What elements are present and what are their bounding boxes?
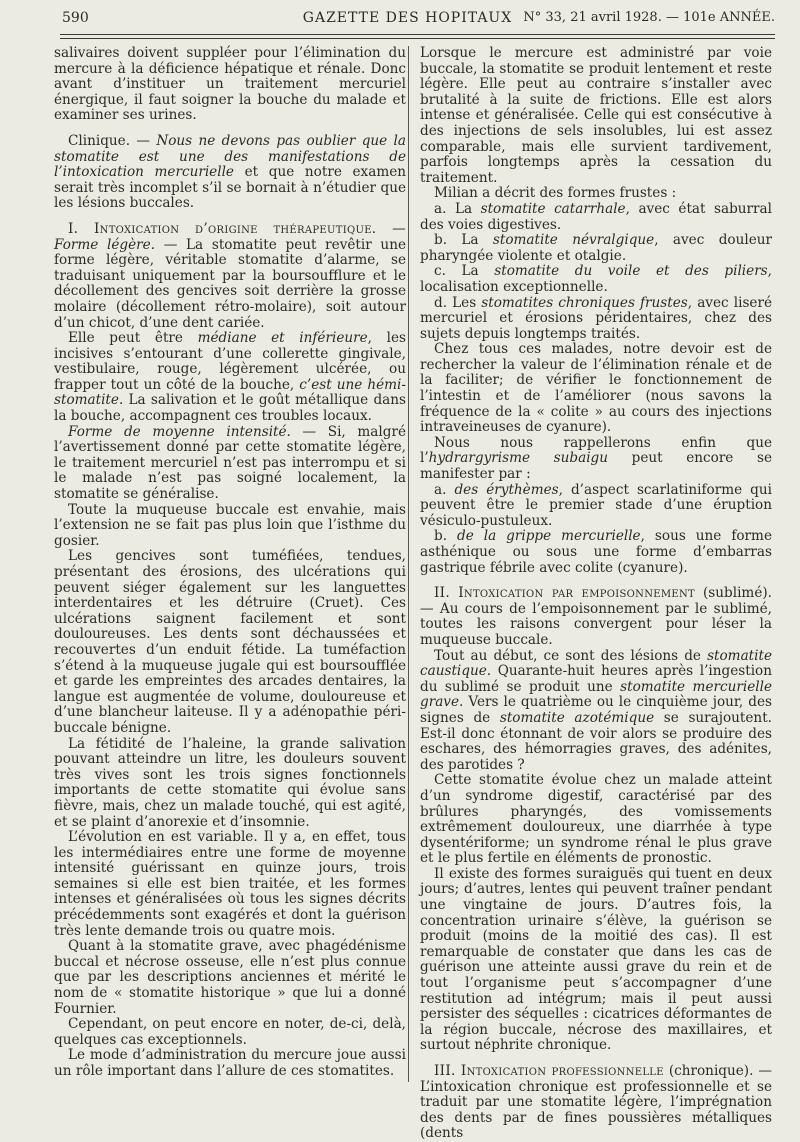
paragraph-section-2: II. Intoxication par empoisonnement (sublimé). — Au cours de l’empoisonnement par le sublimé, toutes les raisons convergent pour léser la muqueuse buccale. [420,585,772,648]
emphasis: stomatite azotémique [499,709,655,726]
issue-info: N° 33, 21 avril 1928. — 101e ANNÉE. [523,10,775,25]
paragraph: Chez tous ces malades, notre devoir est de rechercher la valeur de l’élimination rénale et de la faciliter; de vérifier le fonctionnement de l’intestin et de l’améliorer (nous savons la fréquence de la « colite » au cours des injections intraveineuses de cyanure). [420,341,772,436]
paragraph-section-1: I. Intoxication d’origine thérapeutique. — Forme légère. — La stomatite peut revêtir une forme légère, véritable stomatite d’alarme, se traduisant uniquement par la boursoufflure et le décollement des gencives soit derrière la grosse molaire (décollement rétro-molaire), soit autour d’un chicot, d’une dent cariée. [54,220,406,331]
paragraph: Milian a décrit des formes frustes : [434,185,677,202]
paragraph: Le mode d’administration du mercure joue aussi un rôle important dans l’allure de ces stomatites. [54,1047,406,1079]
paragraph: Quant à la stomatite grave, avec phagédénisme buccal et nécrose osseuse, elle n’est plus connue que par les descriptions anciennes et mérité le nom de « stomatite historique » que lui a donné Fournier. [54,938,406,1017]
paragraph: Toute la muqueuse buccale est envahie, mais l’extension ne se fait pas plus loin que l’isthme du gosier. [54,501,406,549]
list-item: d. Les stomatites chroniques frustes, avec liseré mercuriel et érosions péridentaires, chez des sujets depuis longtemps traités. [420,294,773,342]
list-item: b. La stomatite névralgique, avec douleur pharyngée violente et otalgie. [420,232,772,264]
paragraph: Cependant, on peut encore en noter, de-ci, delà, quelques cas exceptionnels. [54,1016,406,1048]
paragraph: Il existe des formes suraiguës qui tuent en deux jours; d’autres, lentes qui peuvent traîner pendant une vingtaine de jours. D’autres fois, la concentration urinaire s’élève, la guérison se produit (moins de la moitié des cas). Il est remarquable de constater que dans les cas de guérison une atteinte aussi grave du rein et de tout l’organisme peut s’accompagner d’une restitution ad intégrum; mais il peut aussi persister des séquelles : cicatrices déformantes de la région buccale, nécrose des maxillaires, et surtout néphrite chronique. [420,865,772,1054]
list-item: b. de la grippe mercurielle, sous une forme asthénique ou sous une forme d’embarras gastrique fébrile avec colite (cyanure). [420,528,772,576]
paragraph: Nous nous rappellerons enfin que l’hydrargyrisme subaigu peut encore se manifester par : [420,434,772,483]
page-number: 590 [62,10,89,26]
emphasis: stomatite du voile et des piliers [494,263,768,280]
paragraph: Les gencives sont tuméfiées, tendues, présentant des érosions, des ulcérations qui peuvent siéger également sur les languettes interdentaires et les détruire (Cruet). Ces ulcérations saignent facilement et sont douloureuses. Les dents sont déchaussées et recouvertes d’un enduit fétide. La tuméfaction s’étend à la muqueuse jugale qui est boursoufflée et garde les empreintes des arcades dentaires, la langue est augmentée de volume, douloureuse et d’une blancheur laiteuse. Il y a adénopathie péri-buccale bénigne. [54,548,406,736]
emphasis: hydrargyrisme subaigu [428,450,609,467]
emphasis: c’est une hémi-stomatite [54,376,406,409]
list-item: a. La stomatite catarrhale, avec état saburral des voies digestives. [420,200,772,233]
emphasis: stomatite catarrhale [480,200,626,217]
section-heading: III. Intoxication professionnelle [434,1063,664,1079]
emphasis: stomatite névralgique [492,232,655,249]
paragraph: La fétidité de l’haleine, la grande salivation pouvant atteindre un litre, les douleurs souvent très vives sont les trois signes fonctionnels importants de cette stomatite qui évolue sans fièvre, mais, chez un malade touché, qui est agité, et se plaint d’anorexie et d’insomnie. [54,735,406,830]
section-label: Clinique. — [68,132,157,149]
emphasis: médiane et inférieure [197,330,368,347]
left-column [54,46,406,1086]
paragraph: Cette stomatite évolue chez un malade atteint d’un syndrome digestif, caractérisé par des brûlures pharyngés, des vomissements extrêmement douloureux, une diarrhée à type dysentériforme; un syndrome rénal le plus grave et le plus fertile en éléments de pronostic. [420,772,772,867]
running-head [40,6,775,30]
paragraph: Forme de moyenne intensité. — Si, malgré l’avertissement donné par cette stomatite légère, le traitement mercuriel n’est pas interrompu et si le malade n’est pas soigné localement, la stomatite se généralise. [54,423,406,503]
emphasis: Forme légère. [54,236,156,253]
column-divider [408,46,409,1082]
header-rule-bottom [60,38,775,39]
emphasis: stomatite caustique [420,647,772,680]
list-item: a. des érythèmes, d’aspect scarlatiniforme qui peuvent être le premier stade d’une éruption vésiculo-pustuleux. [420,481,772,529]
emphasis: Nous ne devons pas oublier que la stomatite est une des manifestations de l’intoxication mercurielle [54,132,406,181]
section-heading: II. Intoxication par empoisonnement [434,585,696,602]
section-heading: I. Intoxication d’origine thérapeutique. — [68,220,406,237]
right-column [420,45,773,1142]
header-rule-top [60,34,775,35]
journal-title: GAZETTE DES HOPITAUX [302,10,513,26]
emphasis: des érythèmes [454,481,559,498]
emphasis: stomatites chroniques frustes [481,294,688,311]
list-item: c. La stomatite du voile et des piliers, localisation exceptionnelle. [420,263,772,295]
paragraph: Elle peut être médiane et inférieure, les incisives s’entourant d’une collerette gingivale, vestibulaire, rouge, légèrement ulcérée, ou frapper tout un côté de la bouche, c’est une hémi-stomatite. La salivation et le goût métallique dans la bouche, accompagnent ces troubles locaux. [54,330,406,425]
emphasis: stomatite mercurielle grave [420,678,772,711]
paragraph: L’évolution en est variable. Il y a, en effet, tous les intermédiaires entre une forme de moyenne intensité guérissant en quinze jours, trois semaines si elle est bien traitée, et les formes intenses et généralisées où tous les signes décrits précédemments sont exagérés et dont la guérison très lente demande trois ou quatre mois. [54,829,406,939]
paragraph-section-3: III. Intoxication professionnelle (chronique). — L’intoxication chronique est professionnelle et se traduit par une stomatite légère, l’imprégnation des dents par de fines poussières métalliques (dents [420,1063,772,1142]
emphasis: de la grippe mercurielle [457,528,641,545]
paragraph-clinique: Clinique. — Nous ne devons pas oublier que la stomatite est une des manifestations de l’intoxication mercurielle et que notre examen serait très incomplet s’il se bornait à n’étudier que les lésions buccales. [54,132,407,212]
paragraph: Tout au début, ce sont des lésions de stomatite caustique. Quarante-huit heures après l’ingestion du sublimé se produit une stomatite mercurielle grave. Vers le quatrième ou le cinquième jour, des signes de stomatite azotémique se surajoutent. Est-il donc étonnant de voir alors se produire des eschares, des hémorragies graves, des adénites, des parotides ? [420,647,772,773]
emphasis: Forme de moyenne intensité. [68,423,291,440]
paragraph: Lorsque le mercure est administré par voie buccale, la stomatite se produit lentement et reste légère. Elle peut au contraire s’installer avec brutalité à la suite de frictions. Elle est alors intense et généralisée. Celle qui est consécutive à des injections de sels insolubles, lui est assez comparable, mais elle survient tardivement, parfois longtemps après la cessation du traitement. [420,45,772,186]
paragraph: salivaires doivent suppléer pour l’élimination du mercure à la déficience hépatique et rénale. Donc avant d’instituer un traitement mercuriel énergique, il faut soigner la bouche du malade et examiner ses urines. [54,45,406,124]
